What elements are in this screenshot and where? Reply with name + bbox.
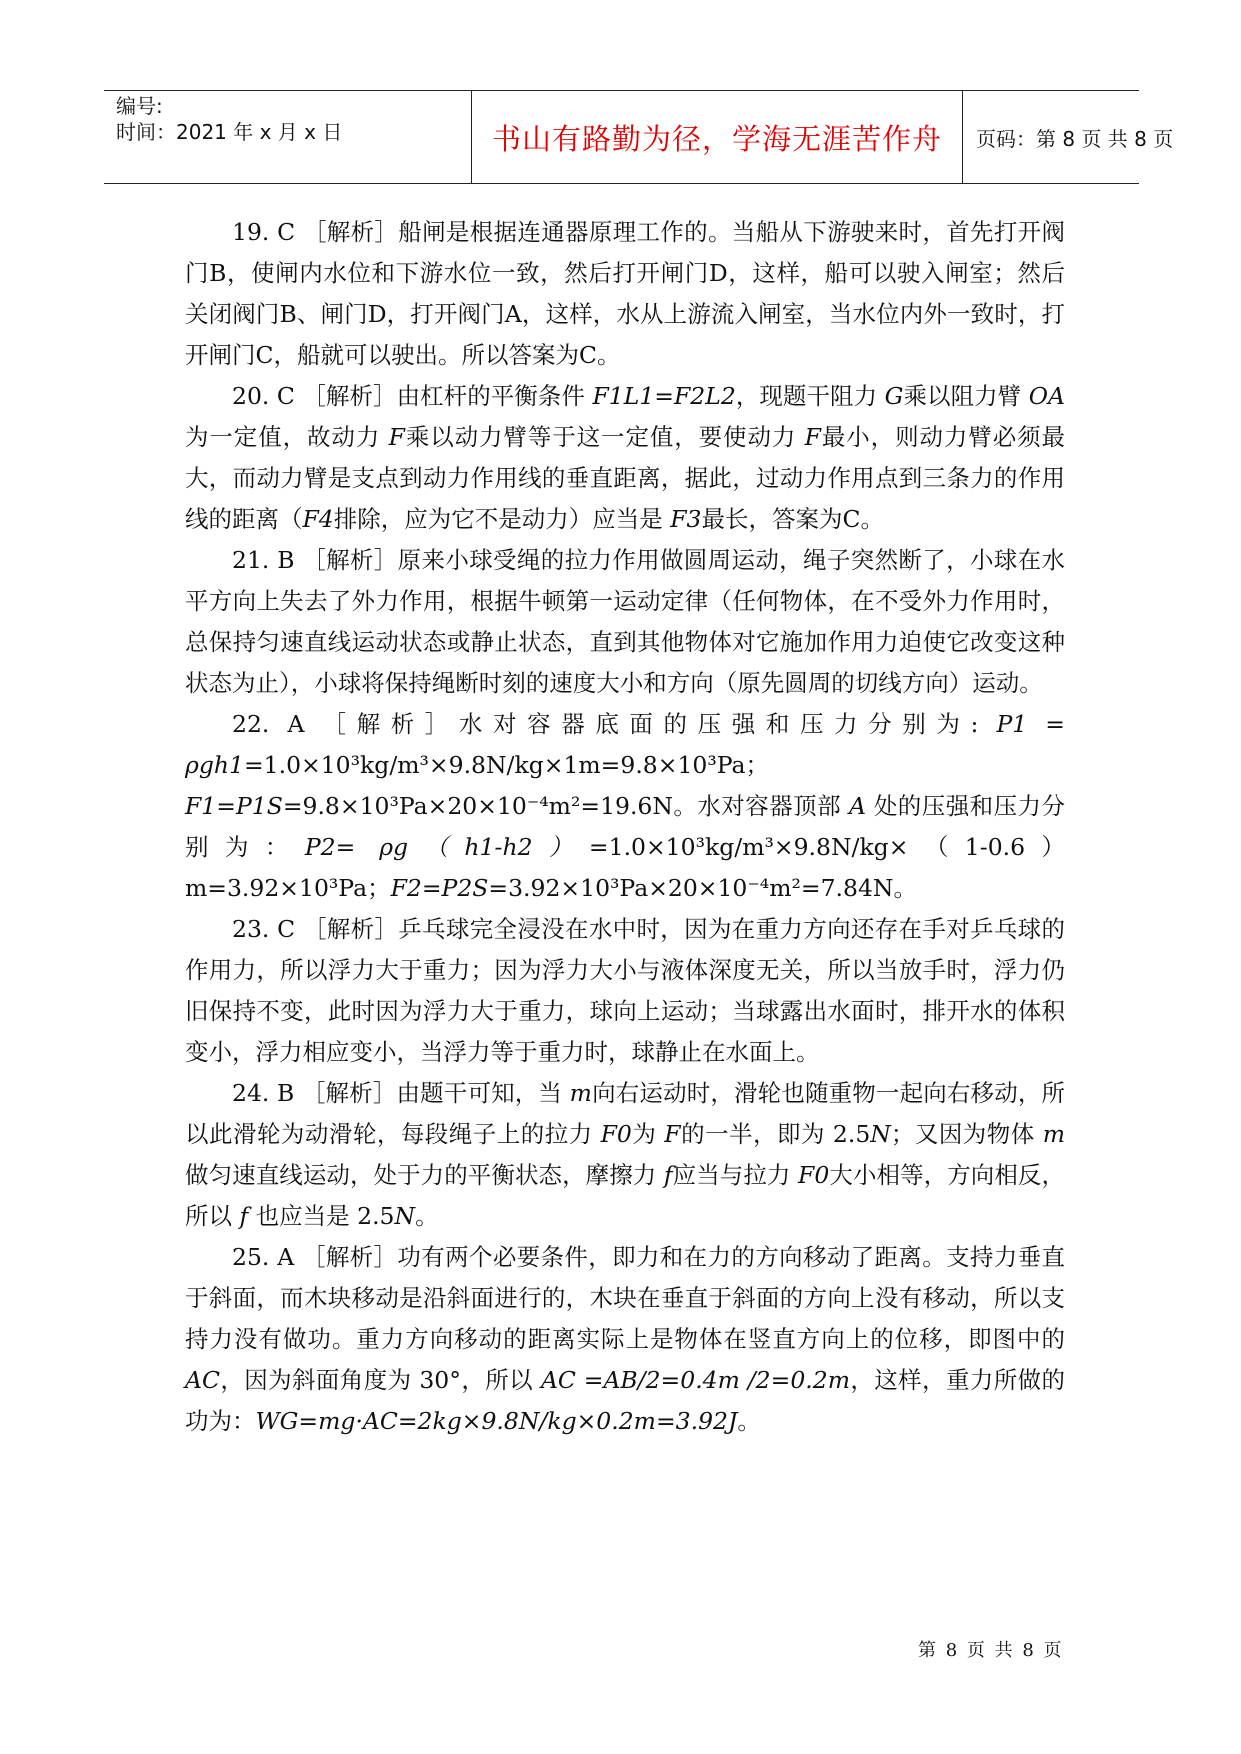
formula: F2=P2S <box>390 874 489 902</box>
variable: m <box>1042 1120 1065 1148</box>
text-run: =1.0×10³kg/m³×9.8N/kg×（1-0.6）m=3.92×10³Pa； <box>185 833 1066 902</box>
variable: F4 <box>302 505 334 533</box>
text-run: 也应当是 2.5 <box>248 1202 395 1230</box>
text-run: ，这样，重力所做的功为： <box>185 1366 1066 1435</box>
unit: N <box>394 1202 416 1230</box>
text-run: 乘以阻力臂 <box>903 382 1029 410</box>
text-run: 最小，则动力臂必须最大，而动力臂是支点到动力作用线的垂直距离，据此，过动力作用点到三条力的作用线的距离（ <box>185 423 1065 533</box>
text-run: =9.8×10³Pa×20×10⁻⁴m²=19.6N。水对容器顶部 <box>282 792 849 820</box>
variable: F3 <box>670 505 702 533</box>
text-run: 最长，答案为C。 <box>701 505 884 533</box>
paragraph-q24 <box>185 1073 1065 1237</box>
text-run: 为一定值，故动力 <box>185 423 389 451</box>
paragraph-q22 <box>185 704 1065 909</box>
variable: G <box>884 382 904 410</box>
variable: m <box>569 1079 592 1107</box>
unit: N <box>870 1120 891 1148</box>
formula: P1 = ρgh1 <box>185 710 1065 779</box>
text-run: 应当与拉力 <box>672 1161 799 1189</box>
variable: f <box>663 1161 673 1189</box>
text-run: 19. C ［解析］船闸是根据连通器原理工作的。当船从下游驶来时，首先打开阀门B，使闸内水位和下游水位一致，然后打开闸门D，这样，船可以驶入闸室；然后关闭阀门B、闸门D，打开阀门A，这样，水从上游流入闸室，当水位内外一致时，打开闸门C，船就可以驶出。所以答案为C。 <box>185 218 1065 369</box>
paragraph-q19 <box>185 212 1065 376</box>
variable: F <box>804 423 821 451</box>
text-run: 乘以动力臂等于这一定值，要使动力 <box>404 423 805 451</box>
text-run: 排除，应为它不是动力）应当是 <box>333 505 671 533</box>
variable: OA <box>1028 382 1065 410</box>
variable: F0 <box>600 1120 632 1148</box>
time-label: 时间：2021 年 x 月 x 日 <box>116 120 343 144</box>
header-right-cell <box>962 91 1174 183</box>
variable: F0 <box>798 1161 830 1189</box>
variable: F <box>388 423 405 451</box>
variable: AC <box>185 1366 220 1394</box>
text-run: 处的压强和压力分别为： <box>185 792 1065 861</box>
formula: F1=P1S <box>185 792 283 820</box>
page-code: 页码：第 8 页 共 8 页 <box>976 126 1174 151</box>
text-run: 25. A ［解析］功有两个必要条件，即力和在力的方向移动了距离。支持力垂直于斜面，而木块移动是沿斜面进行的，木块在垂直于斜面的方向上没有移动，所以支持力没有做功。重力方向移动的距离实际上是物体在竖直方向上的位移，即图中的 <box>185 1243 1065 1353</box>
answer-content <box>185 212 1065 1442</box>
text-run: 24. B ［解析］由题干可知，当 <box>232 1079 570 1107</box>
formula: F1L1=F2L2 <box>592 382 736 410</box>
text-run: ，现题干阻力 <box>735 382 885 410</box>
motto-text: 书山有路勤为径，学海无涯苦作舟 <box>491 121 942 156</box>
text-run: 23. C ［解析］乒乓球完全浸没在水中时，因为在重力方向还存在手对乒乓球的作用力，所以浮力大于重力；因为浮力大小与液体深度无关，所以当放手时，浮力仍旧保持不变，此时因为浮力大于重力，球向上运动；当球露出水面时，排开水的体积变小，浮力相应变小，当浮力等于重力时，球静止在水面上。 <box>185 915 1065 1066</box>
text-run: =1.0×10³kg/m³×9.8N/kg×1m=9.8×10³Pa； <box>243 751 770 779</box>
variable: F <box>664 1120 681 1148</box>
text-run: 20. C ［解析］由杠杆的平衡条件 <box>232 382 593 410</box>
text-run: 22. A ［解析］水对容器底面的压强和压力分别为: <box>232 710 997 738</box>
text-run: 21. B ［解析］原来小球受绳的拉力作用做圆周运动，绳子突然断了，小球在水平方向上失去了外力作用，根据牛顿第一运动定律（任何物体，在不受外力作用时，总保持匀速直线运动状态或静止状态，直到其他物体对它施加作用力迫使它改变这种状态为止），小球将保持绳断时刻的速度大小和方向（原先圆周的切线方向）运动。 <box>185 546 1065 697</box>
paragraph-q20 <box>185 376 1065 540</box>
header-left-cell <box>116 91 471 183</box>
formula: P2= ρg（h1-h2） <box>304 833 589 861</box>
formula: WG=mg·AC=2kg×9.8N/kg×0.2m=3.92J <box>255 1407 738 1435</box>
formula: AC =AB/2=0.4m /2=0.2m <box>540 1366 850 1394</box>
text-run: 。 <box>737 1407 761 1435</box>
text-run: 为 <box>631 1120 665 1148</box>
text-run: =3.92×10³Pa×20×10⁻⁴m²=7.84N。 <box>488 874 917 902</box>
text-run: 向右运动时，滑轮也随重物一起向右移动，所以此滑轮为动滑轮，每段绳子上的拉力 <box>185 1079 1065 1148</box>
variable: f <box>239 1202 249 1230</box>
text-run: ；又因为物体 <box>890 1120 1043 1148</box>
text-run: 大小相等，方向相反，所以 <box>185 1161 1065 1230</box>
page-header <box>104 90 1174 184</box>
paragraph-q21 <box>185 540 1065 704</box>
serial-label: 编号: <box>116 94 163 118</box>
variable: A <box>848 792 866 820</box>
page-footer: 第 8 页 共 8 页 <box>918 1640 1064 1661</box>
header-motto-cell <box>471 91 963 183</box>
text-run: 的一半，即为 2.5 <box>680 1120 871 1148</box>
text-run: 做匀速直线运动，处于力的平衡状态，摩擦力 <box>185 1161 664 1189</box>
text-run: ，因为斜面角度为 30°，所以 <box>219 1366 541 1394</box>
text-run: 。 <box>415 1202 439 1230</box>
paragraph-q25 <box>185 1237 1065 1442</box>
paragraph-q23 <box>185 909 1065 1073</box>
